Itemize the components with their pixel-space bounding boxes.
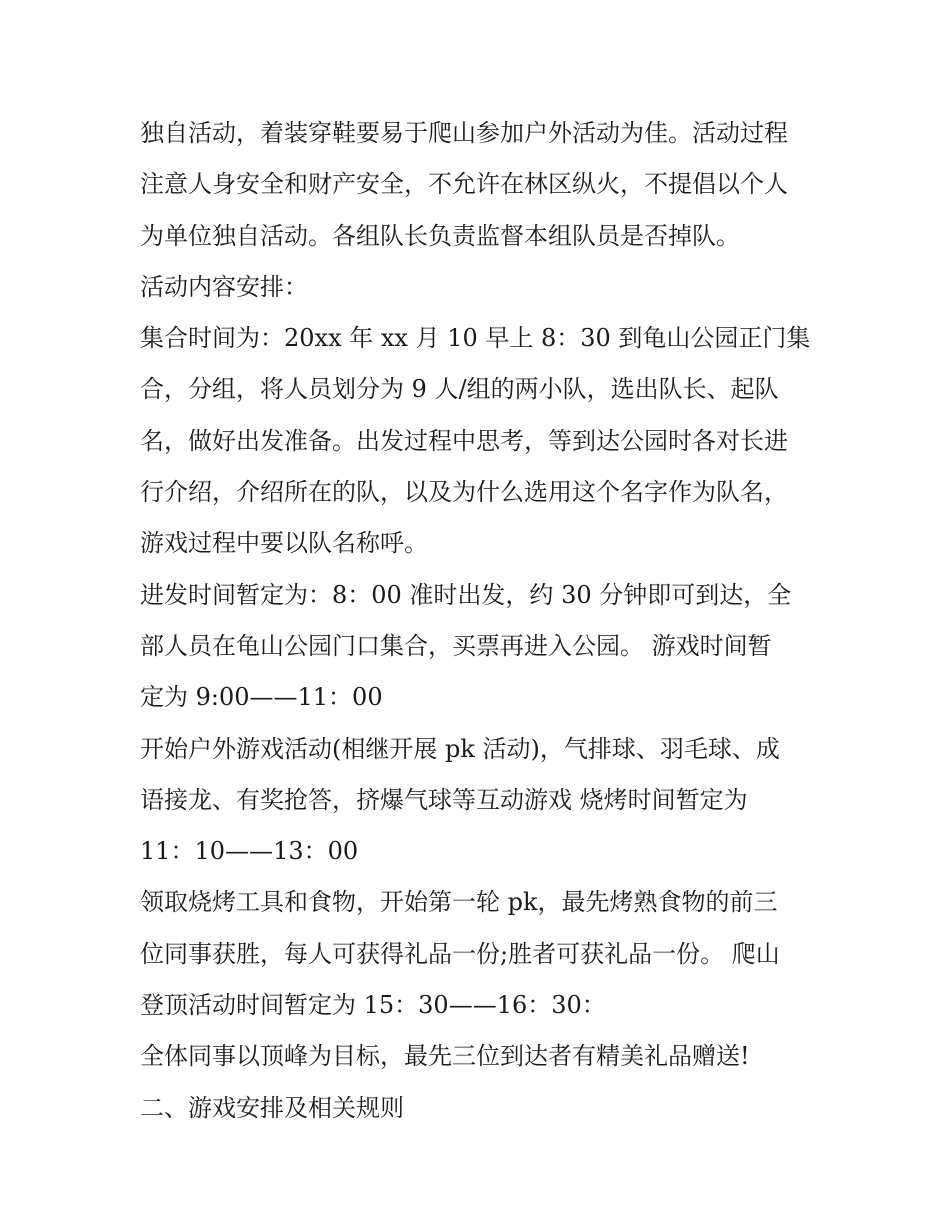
text-line: 部人员在龟山公园门口集合，买票再进入公园。 游戏时间暂 [140,631,772,660]
text-line: 合，分组，将人员划分为 9 人/组的两小队，选出队长、起队 [140,375,779,404]
text-line: 定为 9:00——11：00 [140,683,383,712]
section-heading: 二、游戏安排及相关规则 [140,1093,404,1122]
text-line: 登顶活动时间暂定为 15：30——16：30： [140,991,606,1020]
text-line: 独自活动，着装穿鞋要易于爬山参加户外活动为佳。活动过程 [140,119,788,147]
text-line: 集合时间为：20xx 年 xx 月 10 早上 8：30 到龟山公园正门集 [140,324,811,353]
text-line: 行介绍，介绍所在的队，以及为什么选用这个名字作为队名， [140,478,788,507]
text-line: 11：10——13：00 [140,837,359,866]
text-line: 位同事获胜，每人可获得礼品一份;胜者可获礼品一份。 爬山 [140,939,780,968]
text-line: 开始户外游戏活动(相继开展 pk 活动)，气排球、羽毛球、成 [140,734,780,763]
section-label: 活动内容安排： [140,272,308,301]
text-line: 全体同事以顶峰为目标，最先三位到达者有精美礼品赠送! [140,1042,750,1071]
text-line: 语接龙、有奖抢答，挤爆气球等互动游戏 烧烤时间暂定为 [140,785,748,814]
text-line: 领取烧烤工具和食物，开始第一轮 pk，最先烤熟食物的前三 [140,888,778,917]
text-line: 注意人身安全和财产安全，不允许在林区纵火，不提倡以个人 [140,170,788,199]
text-line: 游戏过程中要以队名称呼。 [140,529,428,558]
document-body [140,108,830,1134]
text-line: 进发时间暂定为：8：00 准时出发，约 30 分钟即可到达，全 [140,580,792,609]
text-line: 为单位独自活动。各组队长负责监督本组队员是否掉队。 [140,221,740,250]
text-line: 名，做好出发准备。出发过程中思考，等到达公园时各对长进 [140,426,788,455]
